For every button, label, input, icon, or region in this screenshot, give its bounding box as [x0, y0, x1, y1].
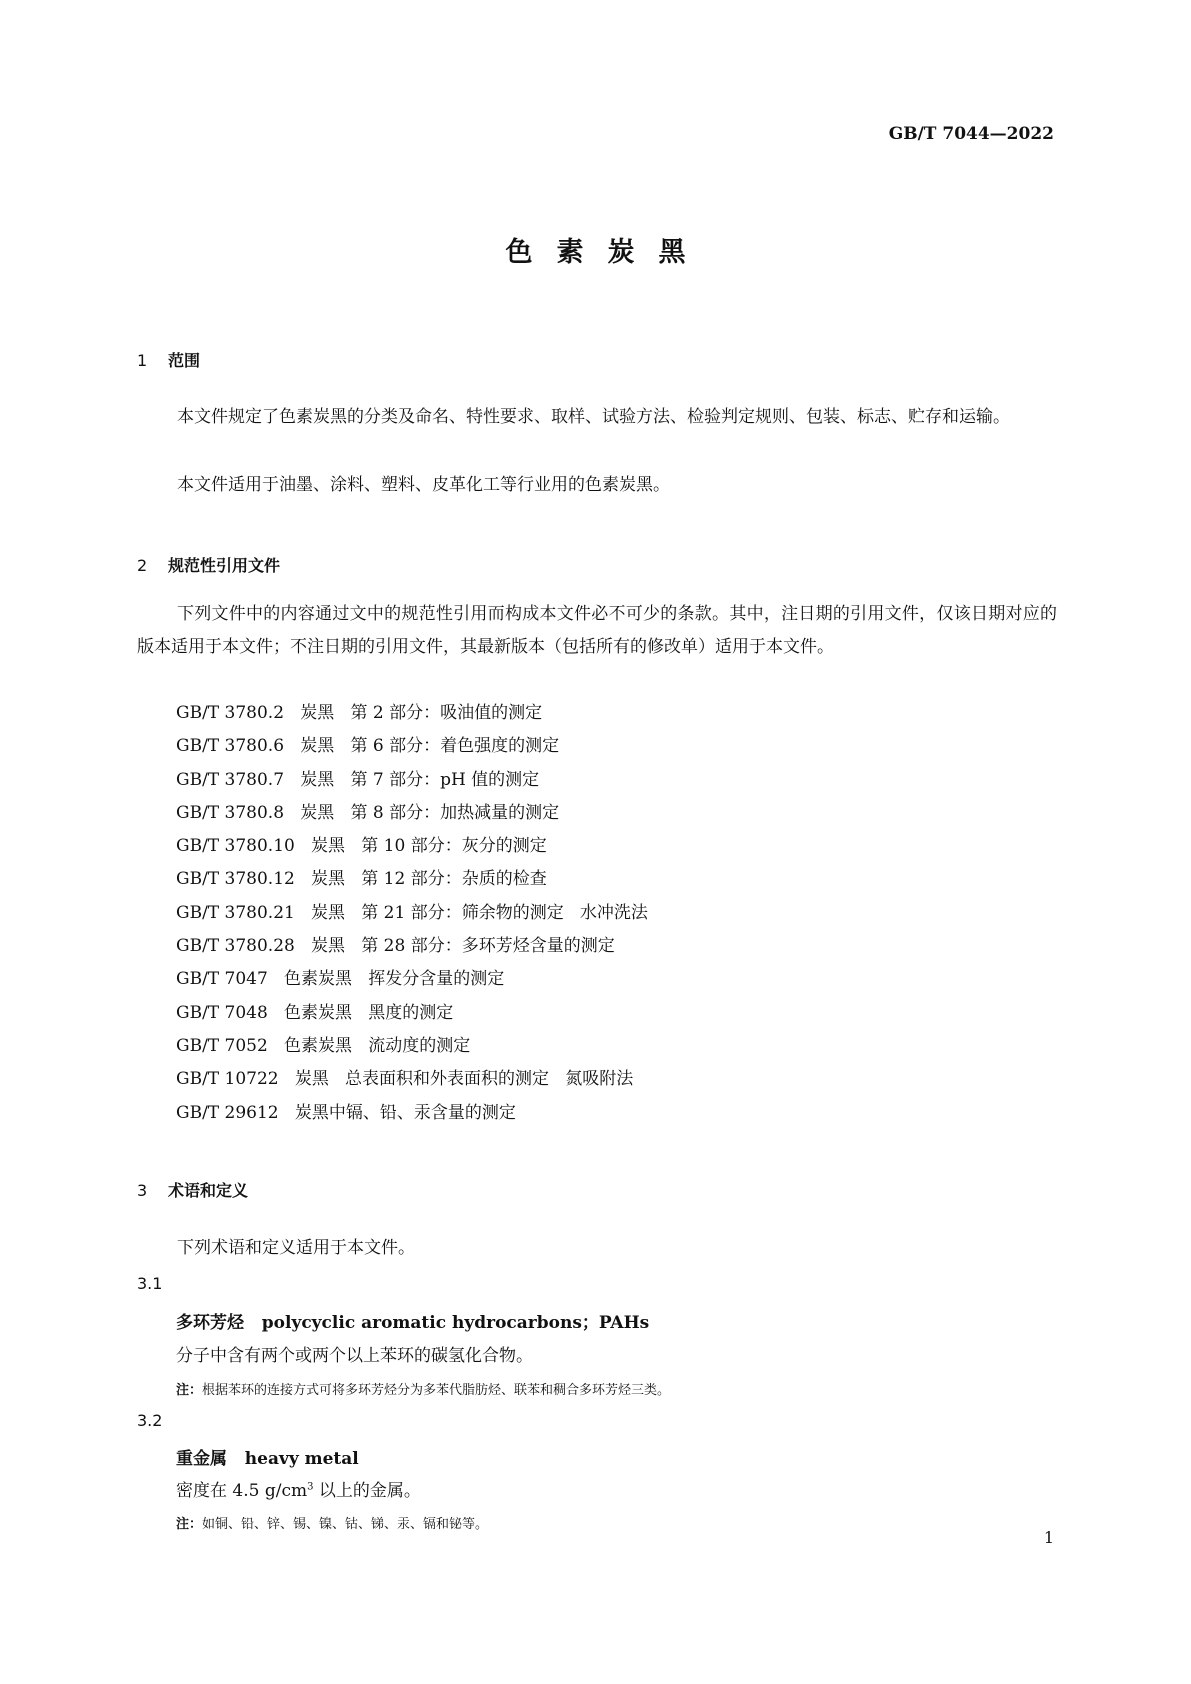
scope-paragraph-1: 本文件规定了色素炭黑的分类及命名、特性要求、取样、试验方法、检验判定规则、包装、标志、贮存和运输。 [177, 407, 1010, 427]
reference-item: GB/T 10722 炭黑 总表面积和外表面积的测定 氮吸附法 [176, 1069, 634, 1090]
definition-text: 密度在 4.5 g/cm [176, 1481, 308, 1501]
reference-item: GB/T 3780.10 炭黑 第 10 部分：灰分的测定 [176, 836, 547, 857]
note-label: 注： [176, 1517, 203, 1532]
reference-item: GB/T 3780.7 炭黑 第 7 部分：pH 值的测定 [176, 769, 540, 790]
reference-item: GB/T 29612 炭黑中镉、铅、汞含量的测定 [176, 1102, 516, 1123]
note-label: 注： [176, 1383, 203, 1398]
normative-intro-paragraph: 下列文件中的内容通过文中的规范性引用而构成本文件必不可少的条款。其中，注日期的引用文件，仅该日期对应的版本适用于本文件；不注日期的引用文件，其最新版本（包括所有的修改单）适用于本文件。 [137, 604, 1057, 657]
reference-item: GB/T 7047 色素炭黑 挥发分含量的测定 [176, 969, 505, 990]
superscript: 3 [307, 1481, 314, 1493]
section-title: 术语和定义 [168, 1181, 249, 1200]
term-definition [176, 1476, 421, 1501]
note-text: 根据苯环的连接方式可将多环芳烃分为多苯代脂肪烃、联苯和稠合多环芳烃三类。 [202, 1383, 671, 1398]
term-chinese: 多环芳烃 [176, 1313, 244, 1333]
section-title: 规范性引用文件 [168, 556, 281, 575]
page-number: 1 [1043, 1528, 1054, 1547]
term-note [176, 1513, 488, 1532]
reference-item: GB/T 7052 色素炭黑 流动度的测定 [176, 1035, 471, 1056]
term-note [176, 1379, 670, 1398]
reference-item: GB/T 3780.6 炭黑 第 6 部分：着色强度的测定 [176, 736, 560, 757]
reference-item: GB/T 3780.28 炭黑 第 28 部分：多环芳烃含量的测定 [176, 936, 615, 957]
reference-list [176, 697, 648, 1130]
term-english: heavy metal [244, 1449, 359, 1469]
reference-item: GB/T 3780.12 炭黑 第 12 部分：杂质的检查 [176, 869, 547, 890]
section-number: 2 [137, 556, 148, 575]
clause-number: 3.2 [137, 1411, 163, 1430]
reference-item: GB/T 7048 色素炭黑 黑度的测定 [176, 1002, 454, 1023]
section-number: 3 [137, 1181, 148, 1200]
reference-item: GB/T 3780.21 炭黑 第 21 部分：筛余物的测定 水冲洗法 [176, 902, 648, 923]
clause-number: 3.1 [137, 1274, 163, 1293]
reference-item: GB/T 3780.2 炭黑 第 2 部分：吸油值的测定 [176, 703, 543, 723]
section-title: 范围 [168, 351, 201, 370]
section-number: 1 [137, 351, 148, 370]
note-text: 如铜、铅、锌、锡、镍、钴、锑、汞、镉和铋等。 [202, 1517, 489, 1532]
section-3-heading [137, 1178, 248, 1201]
term-entry [176, 1444, 359, 1469]
term-entry [176, 1308, 649, 1333]
term-chinese: 重金属 [176, 1449, 227, 1469]
reference-item: GB/T 3780.8 炭黑 第 8 部分：加热减量的测定 [176, 802, 560, 823]
section-1-heading [137, 348, 200, 371]
term-english: polycyclic aromatic hydrocarbons；PAHs [261, 1313, 650, 1333]
terms-intro-paragraph: 下列术语和定义适用于本文件。 [177, 1238, 415, 1258]
definition-text: 以上的金属。 [313, 1481, 421, 1501]
scope-paragraph-2: 本文件适用于油墨、涂料、塑料、皮革化工等行业用的色素炭黑。 [177, 475, 670, 495]
document-title: 色素炭黑 [505, 237, 710, 268]
standard-code: GB/T 7044—2022 [888, 124, 1054, 144]
section-2-heading [137, 553, 280, 576]
term-definition: 分子中含有两个或两个以上苯环的碳氢化合物。 [176, 1346, 533, 1366]
